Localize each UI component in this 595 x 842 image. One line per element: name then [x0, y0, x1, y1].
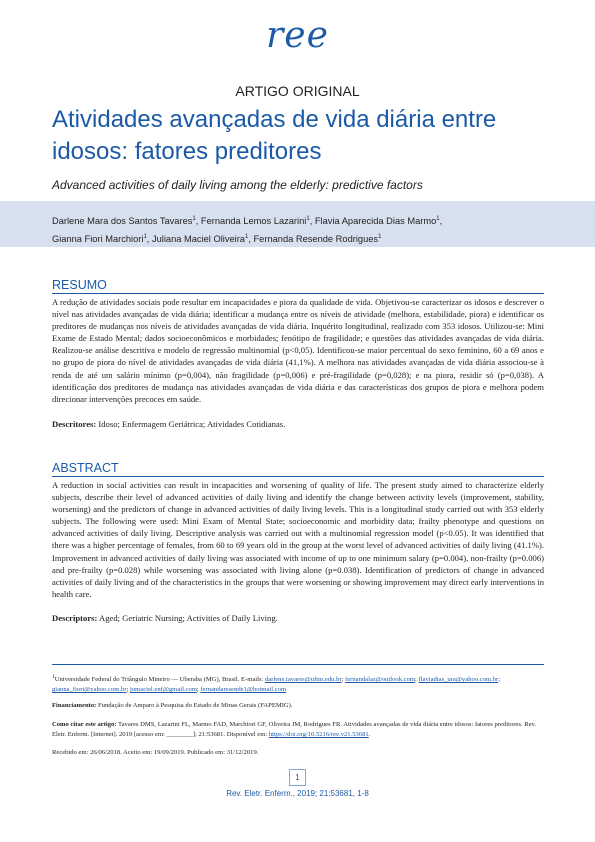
cite-label: Como citar este artigo: [52, 721, 117, 728]
email-link[interactable]: flaviadias_ura@yahoo.com.br [418, 676, 499, 684]
affiliation-note: $^1$Universidade Federal do Triângulo Mineiro — Uberaba (MG), Brasil. E-mails: darlene.tavares@uftm.edu.br; fernandalaz@outlook.com; flaviadias_ura@yahoo.com.br; gianna_fiori@yahoo.com.br; jumaciel.enf@gmail.com; fernandaresende1@hotmail.com [52, 674, 501, 694]
funding-text: Fundação de Amparo à Pesquisa do Estado de Minas Gerais (FAPEMIG). [97, 702, 293, 709]
author-affiliation: 1 [306, 216, 310, 222]
author-name: Fernanda Resende Rodrigues [253, 234, 379, 245]
author-affiliation: 1 [436, 216, 440, 222]
abstract-text: A reduction in social activities can result in incapacities and worsening of quality of life. The present study aimed to characterize elderly subjects, describe their level of advanced activities of daily living and identify the change between activity levels (improvement, stability, worsening) and the predictors of change in advanced activities of daily living levels. This is a longitudinal study carried out with 353 elderly subjects. The following were used: Mini Exam of Mental State; socioeconomic and morbidity data; frailty phenotype and questions on advanced activities of daily living. Descriptive analysis was carried out with a multinomial regression model (p<0.05). It was identified that there was a higher percentage of females, from 60 to 69 years old in the group at the worst level of advanced activities of daily living (41.1%). Improvement in advanced activities of daily living was associated with income of up to one minimum salary (p=0.004), non-frailty (p=0.006) and pre-frailty (p=0.028) while worsening was associated with living alone (p=0.038). Identification of predictors of change in advanced activities of daily living and of the characteristics in the groups that were worsening or showing improvement may direct early interventions in health care. [52, 480, 544, 599]
affiliation-sup: 1 [52, 674, 55, 680]
email-link[interactable]: jumaciel.enf@gmail.com [130, 686, 197, 694]
resumo-rule [52, 293, 544, 294]
funding-note [52, 701, 544, 711]
citation-note: Como citar este artigo: Tavares DMS, Lazarini FL, Marmo FAD, Marchiori GF, Oliveira JM, Rodrigues FR. Atividades avançadas de vida diária entre idosos: fatores preditores. Rev. Eletr. Enferm. [Internet]. 2019 [acesso em: ________]; 21:53681. Disponível em: https://doi.org/10.5216/ree.v21.53681. [52, 721, 537, 738]
resumo-descriptors [52, 418, 544, 430]
email-link[interactable]: fernandalaz@outlook.com [345, 676, 416, 684]
email-link[interactable]: gianna_fiori@yahoo.com.br [52, 686, 127, 694]
author-list: Darlene Mara dos Santos Tavares$^1$, Fernanda Lemos Lazarini$^1$, Flavia Aparecida Dias Marmo$^1$, Gianna Fiori Marchiori$^1$, Juliana Maciel Oliveira$^1$, Fernanda Resende Rodrigues$^1$ [52, 216, 443, 245]
cite-text: Tavares DMS, Lazarini FL, Marmo FAD, Marchiori GF, Oliveira JM, Rodrigues FR. Atividades avançadas de vida diária entre idosos: fatores preditores. Rev. Eletr. Enferm. [Internet]. 2019 [acesso em: ________]; 21:53681. Disponível em: [52, 721, 537, 738]
journal-logo: ree [266, 15, 329, 56]
author-affiliation: 1 [244, 234, 249, 241]
resumo-text: A redução de atividades sociais pode resultar em incapacidades e piora da qualidade de vida. Objetivou-se caracterizar os idosos e descrever o nível nas atividades avançadas de vida diária; identificar a mudança entre os níveis de atividade (melhora, estabilidade, piora) e identificar os preditores de mudanças nos níveis de atividades avançadas de vida diária. Inquérito longitudinal, realizado com 353 idosos. Utilizou-se: Mini Exame de Estado Mental; dados socioeconômicos e morbidades; fenótipo de fragilidade; e questões das atividades avançadas de vida diária. Realizou-se análise descritiva e modelo de regressão multinomial (p<0,05). Identificou-se maior percentual do sexo feminino, 60 a 69 anos e no grupo de piora do nível de atividades avançadas de vida diária (41,1%). A melhora nas atividades avançadas de vida diária associou-se à renda de até um salário mínimo (p=0,004), não fragilidade (p=0,006) e pré-fragilidade (p=0,028); e na piora, residir só (p=0,038). A identificação dos preditores de mudança nas atividades avançadas de vida diária e das características dos grupos de piora e melhora podem direcionar intervenções precoces em saúde. [52, 297, 544, 404]
author-name: Juliana Maciel Oliveira [151, 234, 245, 245]
email-link[interactable]: fernandaresende1@hotmail.com [200, 686, 287, 694]
author-name: Gianna Fiori Marchiori [52, 234, 144, 245]
page-number: 1 [289, 769, 306, 786]
descriptors-label: Descriptors: [52, 613, 98, 623]
abstract-rule [52, 476, 544, 477]
journal-footer: Rev. Eletr. Enferm., 2019; 21:53681, 1-8 [226, 789, 369, 798]
section-type: ARTIGO ORIGINAL [235, 83, 360, 99]
footnote-rule [52, 664, 544, 665]
descriptors-value: Aged; Geriatric Nursing; Activities of Daily Living. [99, 613, 278, 623]
email-link[interactable]: darlene.tavares@uftm.edu.br [265, 676, 342, 684]
resumo-heading: RESUMO [52, 278, 107, 292]
descriptors-label: Descritores: [52, 419, 97, 429]
affiliation-text: Universidade Federal do Triângulo Mineiro — Uberaba (MG), Brasil. E-mails: [54, 676, 264, 684]
author-name: Flavia Aparecida Dias Marmo [314, 216, 437, 227]
abstract-heading: ABSTRACT [52, 461, 119, 475]
article-title: Atividades avançadas de vida diária entre idosos: fatores preditores [52, 106, 497, 165]
funding-label: Financiamento: [52, 702, 97, 709]
abstract-descriptors [52, 612, 544, 624]
dates-note: Recebido em: 26/06/2018. Aceito em: 19/09/2019. Publicado em: 31/12/2019. [52, 749, 259, 756]
author-name: Fernanda Lemos Lazarini [200, 216, 307, 227]
doi-link[interactable]: https://doi.org/10.5216/ree.v21.53681 [268, 731, 369, 738]
author-affiliation: 1 [378, 234, 382, 241]
author-affiliation: 1 [143, 234, 147, 241]
author-affiliation: 1 [192, 216, 196, 222]
article-subtitle: Advanced activities of daily living among the elderly: predictive factors [52, 178, 423, 192]
descriptors-value: Idoso; Enfermagem Geriátrica; Atividades Cotidianas. [98, 419, 286, 429]
author-name: Darlene Mara dos Santos Tavares [52, 216, 193, 227]
